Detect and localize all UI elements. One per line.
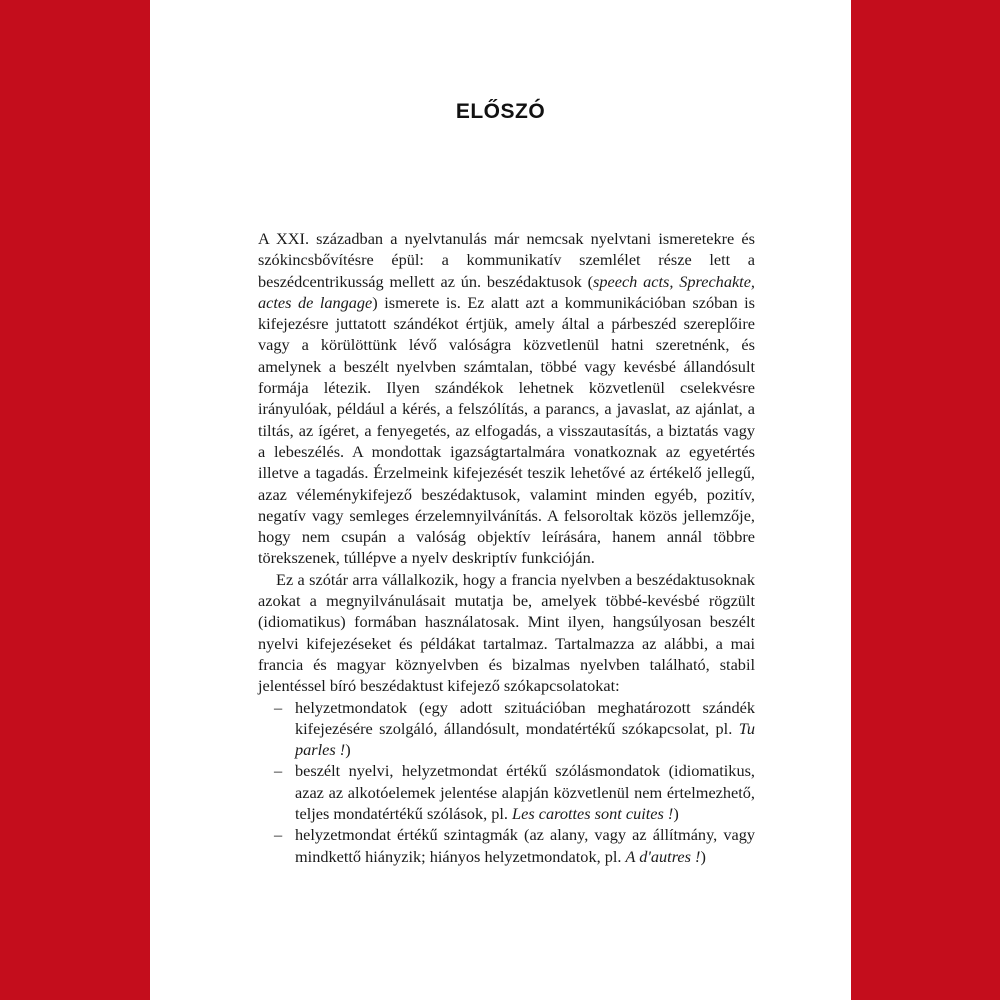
list-item	[258, 760, 755, 824]
list-item-text: beszélt nyelvi, helyzetmondat értékű szólásmondatok (idiomatikus, azaz az alkotóelemek jelentése alapján közvetlenül nem értelmezhető, teljes mondatértékű szólások, pl.	[295, 761, 755, 824]
page-title: ELŐSZÓ	[455, 100, 546, 123]
phrase-type-list	[258, 697, 755, 867]
paragraph-1-italic: speech acts, Sprechakte, actes de langage	[258, 271, 756, 312]
book-page	[150, 0, 851, 1000]
list-item-example: Les carottes sont cuites !	[512, 804, 674, 824]
list-item-end: )	[345, 740, 351, 760]
list-item	[258, 824, 755, 867]
list-dash: –	[274, 697, 283, 717]
paragraph-1-end: ) ismerete is. Ez alatt azt a kommunikációban szóban is kifejezésre juttatott szándékot értjük, amely által a párbeszéd szereplőire vagy a körülöttünk lévő valóságra közvetlenül hatni szeretnénk, és amelynek a beszélt nyelvben számtalan, többé vagy kevésbé állandósult formája létezik. Ilyen szándékok lehetnek közvetlenül cselekvésre irányulóak, például a kérés, a felszólítás, a parancs, a javaslat, az ajánlat, a tiltás, az ígéret, a fenyegetés, az elfogadás, a visszautasítás, a biztatás vagy a lebeszélés. A mondottak igazságtartalmára vonatkoznak az egyetértés illetve a tagadás. Érzelmeink kifejezését teszik lehetővé az értékelő jellegű, azaz véleménykifejező beszédaktusok, valamint minden egyéb, pozitív, negatív vagy semleges érzelemnyilvánítás. A felsoroltak közös jellemzője, hogy nem csupán a valóság objektív leírására, hanem annál többre törekszenek, túllépve a nyelv deskriptív funkcióján.	[258, 292, 756, 568]
paragraph-2: Ez a szótár arra vállalkozik, hogy a francia nyelvben a beszédaktusoknak azokat a megnyilvánulásait mutatja be, amelyek többé-kevésbé rögzült (idiomatikus) formában használatosak. Mint ilyen, hangsúlyosan beszélt nyelvi kifejezéseket és példákat tartalmaz. Tartalmazza az alábbi, a mai francia és magyar köznyelvben és bizalmas nyelvben található, stabil jelentéssel bíró beszédaktust kifejező szókapcsolatokat:	[258, 569, 755, 696]
list-item-example: Tu parles !	[295, 718, 755, 760]
body-text	[258, 228, 755, 867]
list-item-text: helyzetmondat értékű szintagmák (az alany, vagy az állítmány, vagy mindkettő hiányzik; hiányos helyzetmondatok, pl.	[295, 825, 755, 866]
list-item	[258, 697, 755, 761]
list-item-end: )	[673, 804, 679, 824]
list-item-end: )	[700, 846, 706, 866]
list-item-example: A d'autres !	[625, 846, 701, 866]
list-item-text: helyzetmondatok (egy adott szituációban meghatározott szándék kifejezésére szolgáló, állandósult, mondatértékű szókapcsolat, pl.	[295, 697, 755, 738]
list-dash: –	[274, 761, 283, 781]
paragraph-1	[258, 228, 755, 569]
list-dash: –	[274, 825, 283, 845]
paragraph-1-start: A XXI. században a nyelvtanulás már nemcsak nyelvtani ismeretekre és szókincsbővítésre épül: a kommunikatív szemlélet része lett a beszédcentrikusság mellett az ún. beszédaktusok (	[258, 229, 755, 291]
